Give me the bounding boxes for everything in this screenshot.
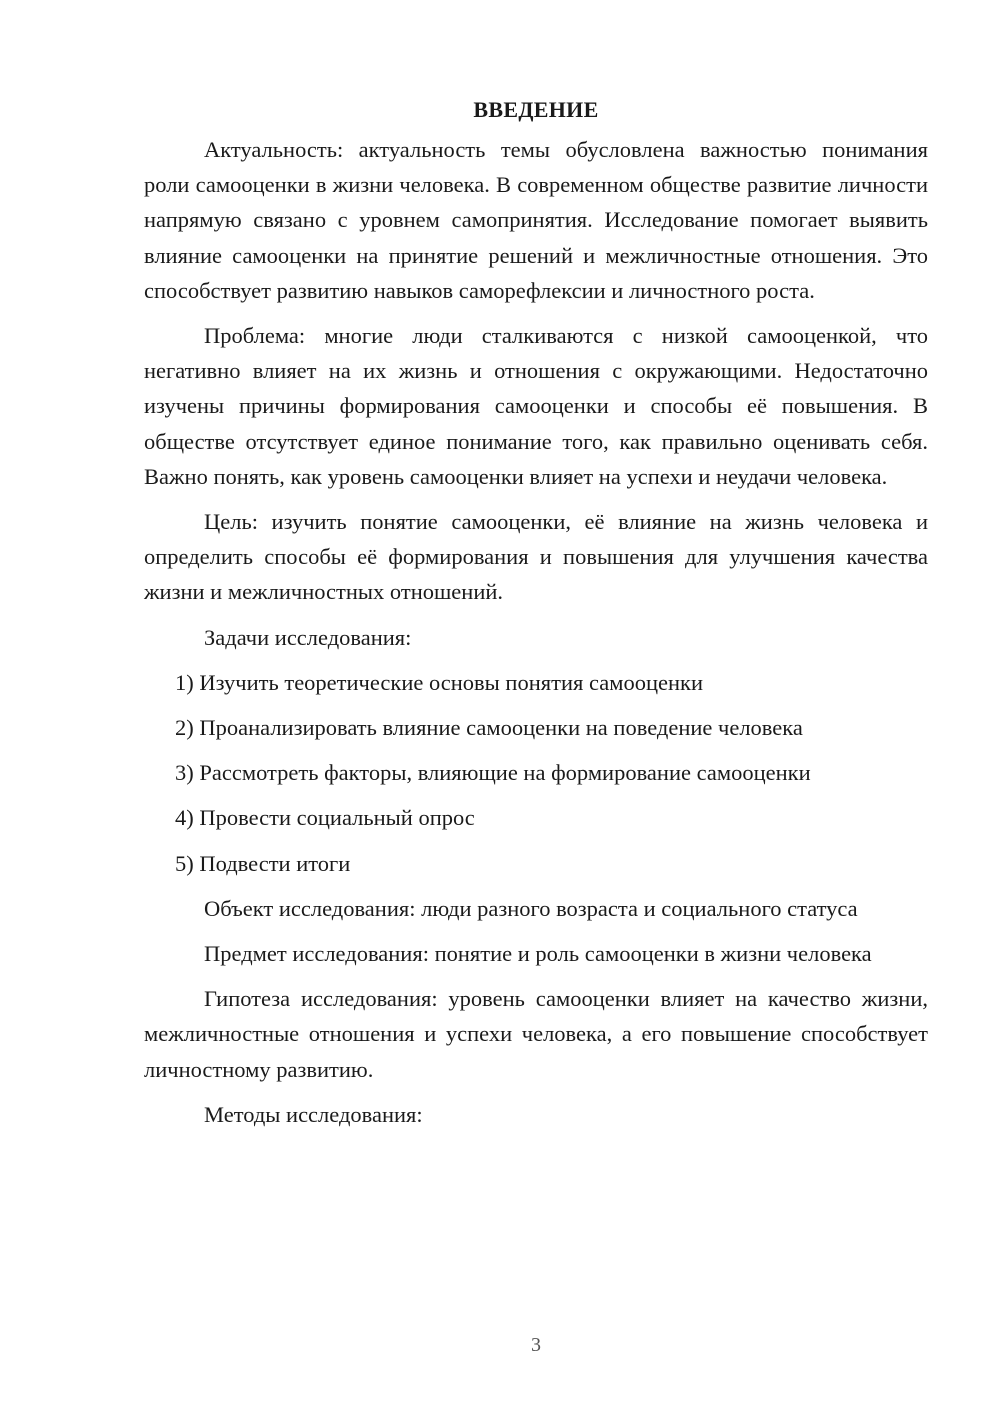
list-item: 1) Изучить теоретические основы понятия самооценки	[175, 669, 703, 695]
section-title: ВВЕДЕНИЕ	[473, 97, 599, 122]
paragraph-goal: Цель: изучить понятие самооценки, её влияние на жизнь человека и определить способы её формирования и повышения для улучшения качества жизни и межличностных отношений.	[144, 509, 928, 605]
document-page	[144, 92, 928, 1142]
list-item: 5) Подвести итоги	[175, 850, 351, 876]
list-item: 3) Рассмотреть факторы, влияющие на формирование самооценки	[175, 760, 811, 786]
paragraph-tasks-heading: Задачи исследования:	[204, 624, 412, 650]
paragraph-hypothesis: Гипотеза исследования: уровень самооценки влияет на качество жизни, межличностные отношения и успехи человека, а его повышение способствует личностному развитию.	[144, 986, 928, 1082]
paragraph-subject: Предмет исследования: понятие и роль самооценки в жизни человека	[204, 941, 872, 967]
list-item: 2) Проанализировать влияние самооценки на поведение человека	[175, 715, 803, 741]
paragraph-relevance: Актуальность: актуальность темы обусловлена важностью понимания роли самооценки в жизни человека. В современном обществе развитие личности напрямую связано с уровнем самопринятия. Исследование помогает выявить влияние самооценки на принятие решений и межличностные отношения. Это способствует развитию навыков саморефлексии и личностного роста.	[144, 137, 928, 303]
list-item: 4) Провести социальный опрос	[175, 805, 475, 831]
tasks-list	[144, 665, 928, 881]
page-number: 3	[531, 1334, 541, 1356]
paragraph-object: Объект исследования: люди разного возраста и социального статуса	[204, 895, 858, 921]
paragraph-methods: Методы исследования:	[204, 1101, 423, 1127]
paragraph-problem: Проблема: многие люди сталкиваются с низкой самооценкой, что негативно влияет на их жизнь и отношения с окружающими. Недостаточно изучены причины формирования самооценки и способы её повышения. В обществе отсутствует единое понимание того, как правильно оценивать себя. Важно понять, как уровень самооценки влияет на успехи и неудачи человека.	[144, 323, 928, 489]
